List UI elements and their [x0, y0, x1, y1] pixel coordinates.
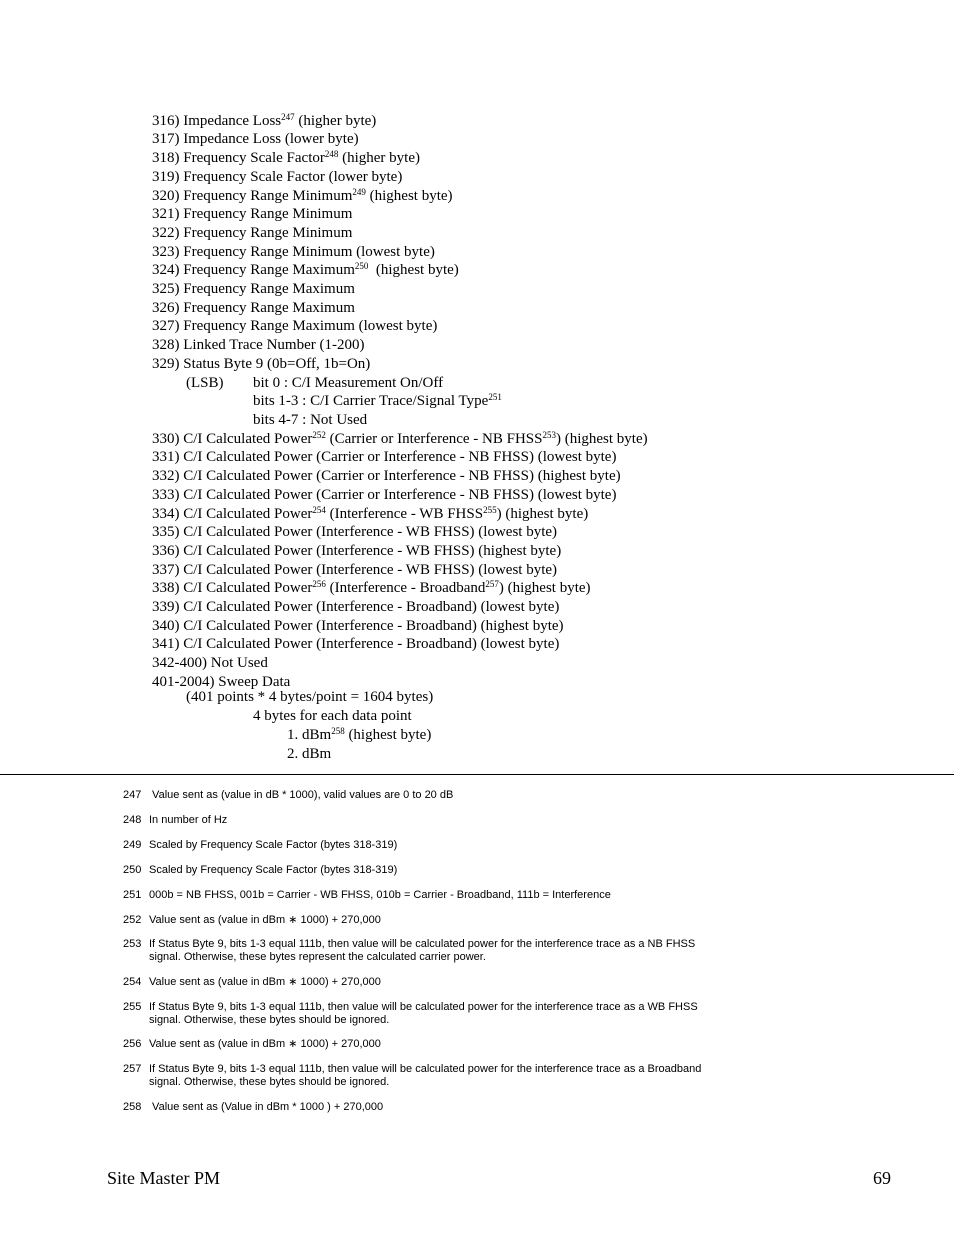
byte-line: 319) Frequency Scale Factor (lower byte)	[152, 169, 403, 185]
byte-line: 337) C/I Calculated Power (Interference - WB FHSS) (lowest byte)	[152, 562, 558, 578]
byte-line: 341) C/I Calculated Power (Interference - Broadband) (lowest byte)	[152, 636, 560, 652]
byte-line: 321) Frequency Range Minimum	[152, 206, 353, 222]
page-number: 69	[873, 1168, 891, 1188]
byte-line: 336) C/I Calculated Power (Interference - WB FHSS) (highest byte)	[152, 543, 562, 559]
byte-line: 323) Frequency Range Minimum (lowest byte)	[152, 244, 435, 260]
byte-line: 329) Status Byte 9 (0b=Off, 1b=On)	[152, 356, 371, 372]
sweep-note: 4 bytes for each data point	[253, 708, 412, 724]
footnote: 254 Value sent as (value in dBm ∗ 1000) + 270,000	[123, 976, 381, 988]
footnote: 258 Value sent as (Value in dBm * 1000 ) + 270,000	[123, 1101, 384, 1113]
footnote: 251 000b = NB FHSS, 001b = Carrier - WB FHSS, 010b = Carrier - Broadband, 111b = Interference	[123, 889, 611, 901]
bit-line: bits 1-3 : C/I Carrier Trace/Signal Type$^{251}$	[253, 392, 502, 409]
footnote: 247 Value sent as (value in dB * 1000), valid values are 0 to 20 dB	[123, 789, 454, 801]
byte-line: 320) Frequency Range Minimum$^{249}$ (highest byte)	[152, 187, 453, 204]
byte-line: 339) C/I Calculated Power (Interference - Broadband) (lowest byte)	[152, 599, 560, 615]
byte-line: 338) C/I Calculated Power$^{256}$ (Interference - Broadband$^{257}$) (highest byte)	[152, 579, 591, 596]
byte-line: 332) C/I Calculated Power (Carrier or Interference - NB FHSS) (highest byte)	[152, 468, 621, 484]
sweep-note: (401 points * 4 bytes/point = 1604 bytes)	[186, 689, 434, 705]
footnote-separator	[0, 774, 954, 775]
footnote: 253 If Status Byte 9, bits 1-3 equal 111b, then value will be calculated power for the interference trace as a NB FHSS signal. Otherwise, these bytes represent the calculated carrier power.	[123, 938, 696, 963]
byte-line: 334) C/I Calculated Power$^{254}$ (Interference - WB FHSS$^{255}$) (highest byte)	[152, 505, 589, 522]
byte-line: 342-400) Not Used	[152, 655, 268, 671]
byte-line: 330) C/I Calculated Power$^{252}$ (Carrier or Interference - NB FHSS$^{253}$) (highest byte)	[152, 430, 648, 447]
footer-title: Site Master PM	[107, 1168, 221, 1188]
byte-line: 318) Frequency Scale Factor$^{248}$ (higher byte)	[152, 149, 420, 166]
byte-line: 324) Frequency Range Maximum$^{250}$ (highest byte)	[152, 261, 459, 278]
byte-line: 325) Frequency Range Maximum	[152, 281, 355, 297]
footnote: 252 Value sent as (value in dBm ∗ 1000) + 270,000	[123, 914, 381, 926]
byte-line: 317) Impedance Loss (lower byte)	[152, 131, 359, 147]
sweep-note: 1. dBm$^{258}$ (highest byte)	[287, 726, 432, 743]
bit-line: bit 0 : C/I Measurement On/Off	[253, 375, 444, 391]
byte-line: 335) C/I Calculated Power (Interference - WB FHSS) (lowest byte)	[152, 524, 558, 540]
byte-line: 333) C/I Calculated Power (Carrier or Interference - NB FHSS) (lowest byte)	[152, 487, 617, 503]
byte-line: 401-2004) Sweep Data	[152, 674, 291, 690]
byte-line: 326) Frequency Range Maximum	[152, 300, 355, 316]
footnote: 256 Value sent as (value in dBm ∗ 1000) + 270,000	[123, 1038, 381, 1050]
byte-line: 316) Impedance Loss$^{247}$ (higher byte)	[152, 112, 377, 129]
bit-line: bits 4-7 : Not Used	[253, 412, 368, 428]
byte-line: 340) C/I Calculated Power (Interference - Broadband) (highest byte)	[152, 618, 564, 634]
footnote: 249 Scaled by Frequency Scale Factor (bytes 318-319)	[123, 839, 398, 851]
lsb-label: (LSB)	[186, 375, 224, 391]
sweep-note: 2. dBm	[287, 746, 332, 762]
footnote: 248 In number of Hz	[123, 814, 228, 826]
byte-line: 327) Frequency Range Maximum (lowest byte)	[152, 318, 438, 334]
byte-line: 322) Frequency Range Minimum	[152, 225, 353, 241]
byte-line: 328) Linked Trace Number (1-200)	[152, 337, 365, 353]
footnote: 250 Scaled by Frequency Scale Factor (bytes 318-319)	[123, 864, 398, 876]
footnote: 255 If Status Byte 9, bits 1-3 equal 111b, then value will be calculated power for the interference trace as a WB FHSS signal. Otherwise, these bytes should be ignored.	[123, 1001, 698, 1026]
byte-line: 331) C/I Calculated Power (Carrier or Interference - NB FHSS) (lowest byte)	[152, 449, 617, 465]
footnote: 257 If Status Byte 9, bits 1-3 equal 111b, then value will be calculated power for the interference trace as a Broadband signal. Otherwise, these bytes should be ignored.	[123, 1063, 702, 1088]
